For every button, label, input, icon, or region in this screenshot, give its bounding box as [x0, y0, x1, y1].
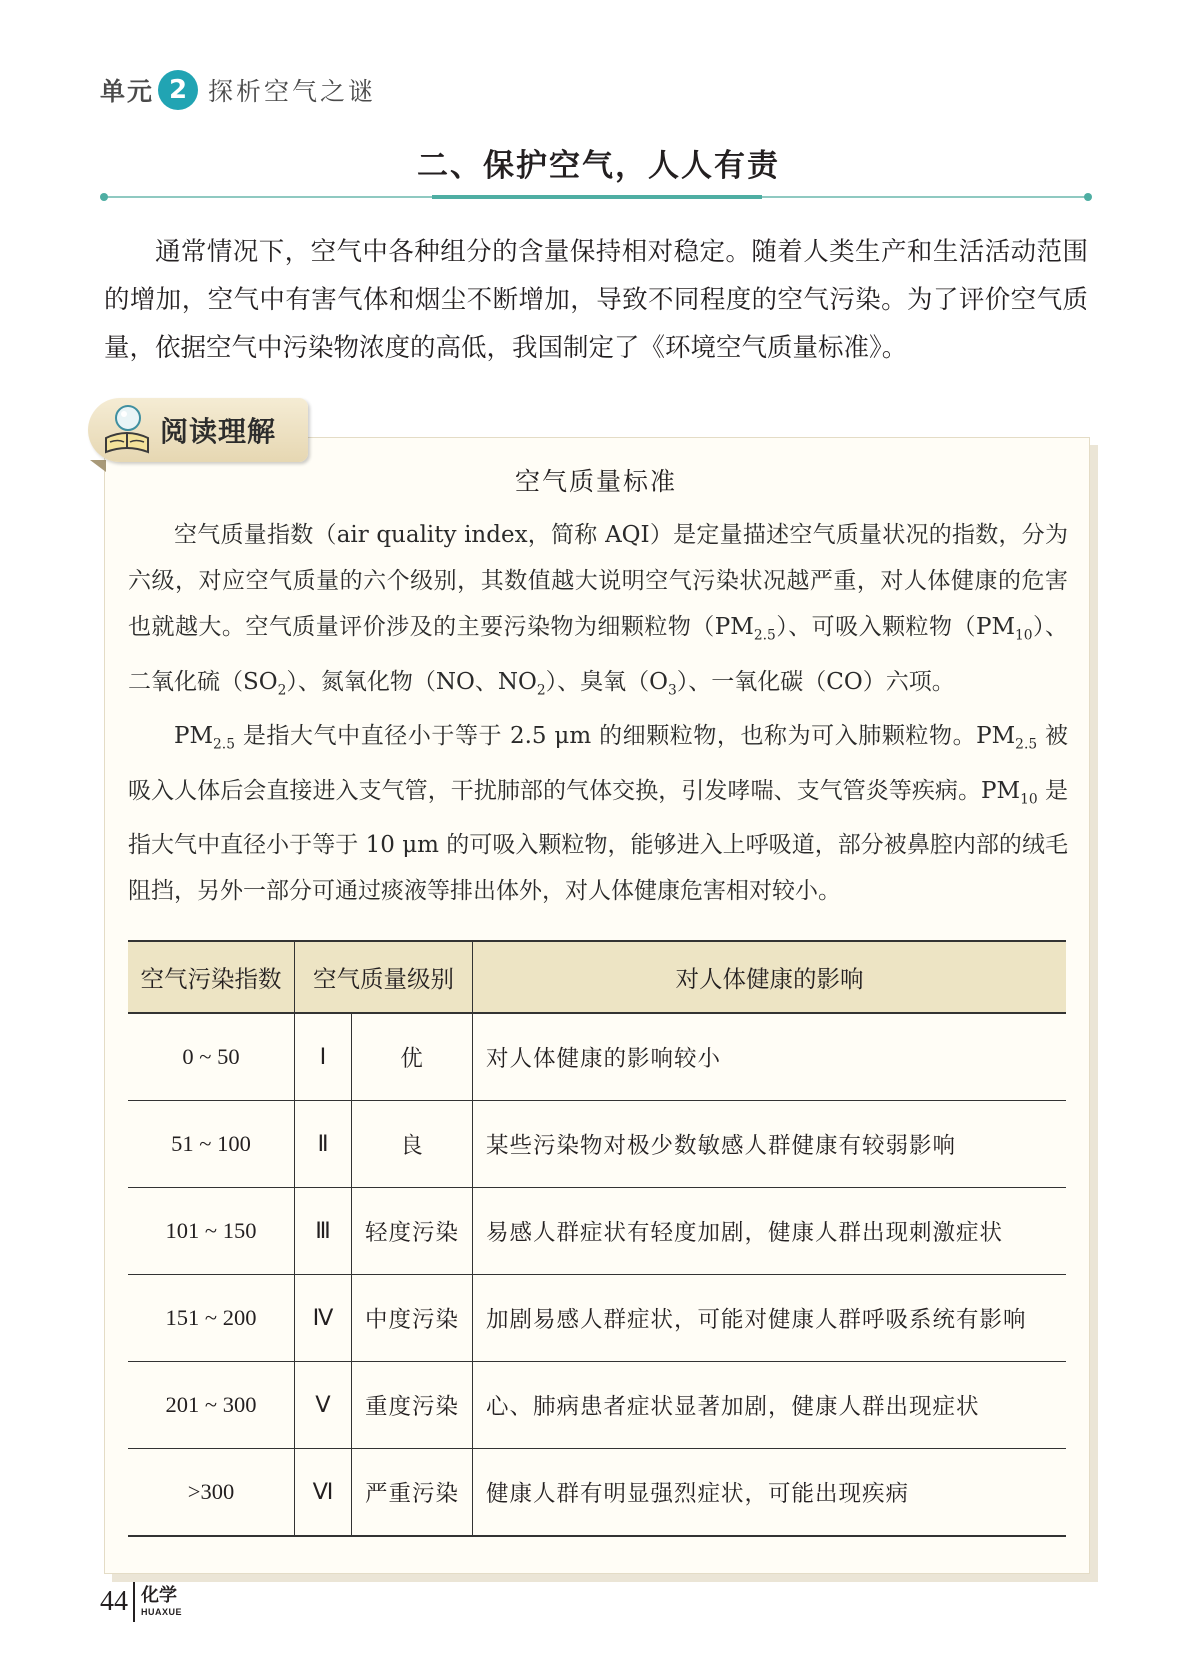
- cell-category: 中度污染: [352, 1275, 473, 1362]
- subject-mark: [141, 1587, 182, 1617]
- page-number: 44: [100, 1586, 128, 1617]
- reading-tab-label: 阅读理解: [160, 415, 277, 448]
- cell-index: >300: [128, 1449, 295, 1537]
- divider-dot-right: [1084, 193, 1092, 201]
- intro-text: [104, 228, 1088, 372]
- cell-category: 重度污染: [352, 1362, 473, 1449]
- unit-label: 单元: [100, 77, 155, 106]
- cell-index: 51 ~ 100: [128, 1101, 295, 1188]
- cell-effect: 易感人群症状有轻度加剧，健康人群出现刺激症状: [473, 1188, 1067, 1275]
- cell-index: 151 ~ 200: [128, 1275, 295, 1362]
- table-row: [128, 1449, 1066, 1537]
- header-grade: 空气质量级别: [295, 941, 473, 1013]
- cell-grade: Ⅵ: [295, 1449, 352, 1537]
- cell-grade: Ⅰ: [295, 1013, 352, 1101]
- divider-dot-left: [100, 193, 108, 201]
- title-divider-accent: [432, 195, 762, 199]
- cell-effect: 某些污染物对极少数敏感人群健康有较弱影响: [473, 1101, 1067, 1188]
- table-row: [128, 1101, 1066, 1188]
- unit-header: [100, 68, 376, 112]
- header-index: 空气污染指数: [128, 941, 295, 1013]
- footer-divider: [133, 1582, 135, 1622]
- aqi-table: [128, 940, 1066, 1537]
- reading-person-icon: [100, 402, 154, 458]
- unit-title: 探析空气之谜: [208, 77, 377, 106]
- intro-paragraph: 通常情况下，空气中各种组分的含量保持相对稳定。随着人类生产和生活活动范围的增加，空气中有害气体和烟尘不断增加，导致不同程度的空气污染。为了评价空气质量，依据空气中污染物浓度的高低，我国制定了《环境空气质量标准》。: [104, 237, 1088, 363]
- cell-index: 201 ~ 300: [128, 1362, 295, 1449]
- subject-cn: 化学: [141, 1585, 177, 1606]
- cell-category: 严重污染: [352, 1449, 473, 1537]
- cell-grade: Ⅱ: [295, 1101, 352, 1188]
- reading-box-text: [128, 512, 1068, 914]
- reading-box-title: 空气质量标准: [514, 467, 677, 496]
- cell-category: 轻度污染: [352, 1188, 473, 1275]
- page-footer: [100, 1582, 182, 1622]
- cell-index: 0 ~ 50: [128, 1013, 295, 1101]
- cell-effect: 健康人群有明显强烈症状，可能出现疾病: [473, 1449, 1067, 1537]
- unit-number-badge: 2: [158, 70, 198, 110]
- pm-paragraph: $PM_{2.5}$ 是指大气中直径小于等于 2.5 μm 的细颗粒物，也称为可入肺颗粒物。$PM_{2.5}$ 被吸入人体后会直接进入支气管，干扰肺部的气体交换，引发哮喘、支气管炎等疾病。$PM_{10}$ 是指大气中直径小于等于 10 μm 的可吸入颗粒物，能够进入上呼吸道，部分被鼻腔内部的绒毛阻挡，另外一部分可通过痰液等排出体外，对人体健康危害相对较小。: [128, 723, 1069, 905]
- cell-grade: Ⅲ: [295, 1188, 352, 1275]
- cell-effect: 心、肺病患者症状显著加剧，健康人群出现症状: [473, 1362, 1067, 1449]
- cell-grade: Ⅴ: [295, 1362, 352, 1449]
- header-effect: 对人体健康的影响: [473, 941, 1067, 1013]
- table-header-row: [128, 941, 1066, 1013]
- subject-en: HUAXUE: [141, 1607, 183, 1617]
- table-row: [128, 1362, 1066, 1449]
- section-title: 二、保护空气，人人有责: [417, 148, 780, 184]
- table-row: [128, 1188, 1066, 1275]
- reading-tab: [88, 398, 308, 462]
- table-row: [128, 1275, 1066, 1362]
- cell-category: 良: [352, 1101, 473, 1188]
- cell-grade: Ⅳ: [295, 1275, 352, 1362]
- cell-effect: 加剧易感人群症状，可能对健康人群呼吸系统有影响: [473, 1275, 1067, 1362]
- table-row: [128, 1013, 1066, 1101]
- aqi-paragraph: 空气质量指数（air quality index，简称 AQI）是定量描述空气质量状况的指数，分为六级，对应空气质量的六个级别，其数值越大说明空气污染状况越严重，对人体健康的危害也就越大。空气质量评价涉及的主要污染物为细颗粒物$(PM_{2.5})$、可吸入颗粒物$(PM_{10})$、二氧化硫$(SO_2)$、氮氧化物（NO、$NO_2$）、臭氧$(O_3)$、一氧化碳（CO）六项。: [128, 522, 1069, 699]
- cell-category: 优: [352, 1013, 473, 1101]
- cell-index: 101 ~ 150: [128, 1188, 295, 1275]
- cell-effect: 对人体健康的影响较小: [473, 1013, 1067, 1101]
